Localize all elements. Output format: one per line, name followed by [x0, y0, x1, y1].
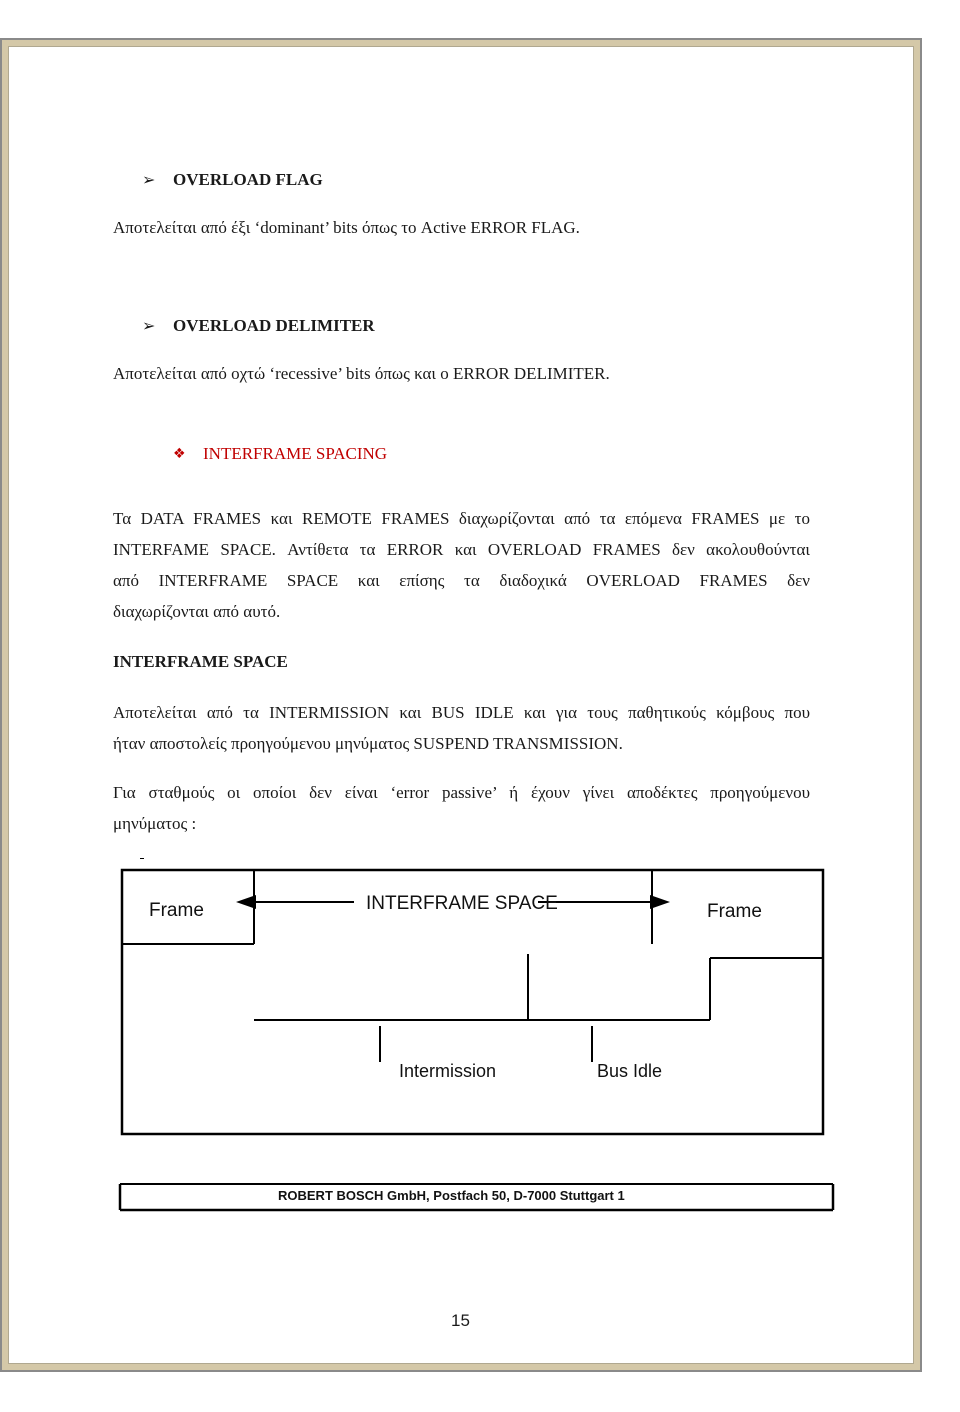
- diagram-footer: [114, 1176, 839, 1220]
- interframe-spacing-paragraph: [113, 503, 810, 627]
- overload-flag-text: Αποτελείται από έξι ‘dominant’ bits όπως το Active ERROR FLAG.: [113, 218, 580, 237]
- diagram-title-label: INTERFRAME SPACE: [366, 893, 558, 914]
- overload-delimiter-text: Αποτελείται από οχτώ ‘recessive’ bits όπως και ο ERROR DELIMITER.: [113, 364, 610, 383]
- diagram-svg: [114, 858, 839, 1150]
- paragraph-line: ήταν αποστολείς προηγούμενου μηνύματος SUSPEND TRANSMISSION.: [113, 734, 623, 753]
- paragraph-line: Τα DATA FRAMES και REMOTE FRAMES διαχωρίζονται από τα επόμενα FRAMES με το: [113, 509, 810, 528]
- bus-idle-label: Bus Idle: [597, 1061, 663, 1081]
- interframe-spacing-heading: INTERFRAME SPACING: [203, 444, 388, 463]
- interframe-space-paragraph: [113, 697, 810, 759]
- stations-paragraph: [113, 777, 810, 839]
- arrow-bullet-icon: ➢: [142, 170, 156, 189]
- paragraph-line: INTERFAME SPACE. Αντίθετα τα ERROR και OVERLOAD FRAMES δεν ακολουθούνται: [113, 540, 810, 559]
- intermission-label: Intermission: [399, 1061, 497, 1081]
- overload-flag-heading: OVERLOAD FLAG: [173, 170, 323, 189]
- arrow-bullet-icon: ➢: [142, 316, 156, 335]
- frame-right-label: Frame: [707, 901, 762, 922]
- paragraph-line: Για σταθμούς οι οποίοι δεν είναι ‘error passive’ ή έχουν γίνει αποδέκτες προηγούμενου: [113, 783, 810, 802]
- paragraph-line: διαχωρίζονται από αυτό.: [113, 602, 281, 621]
- footer-svg: [114, 1176, 839, 1220]
- paragraph-line: από INTERFRAME SPACE και επίσης τα διαδοχικά OVERLOAD FRAMES δεν: [113, 571, 810, 590]
- footer-text: ROBERT BOSCH GmbH, Postfach 50, D-7000 Stuttgart 1: [278, 1188, 625, 1203]
- page-number: 15: [451, 1311, 470, 1330]
- overload-delimiter-heading: OVERLOAD DELIMITER: [173, 316, 375, 335]
- frame-left-label: Frame: [149, 900, 204, 921]
- interframe-space-diagram: [114, 858, 839, 1150]
- diamond-bullet-icon: ❖: [173, 446, 186, 462]
- interframe-space-heading: INTERFRAME SPACE: [113, 652, 288, 671]
- paragraph-line: μηνύματος :: [113, 814, 197, 833]
- paragraph-line: Αποτελείται από τα INTERMISSION και BUS IDLE και για τους παθητικούς κόμβους που: [113, 703, 810, 722]
